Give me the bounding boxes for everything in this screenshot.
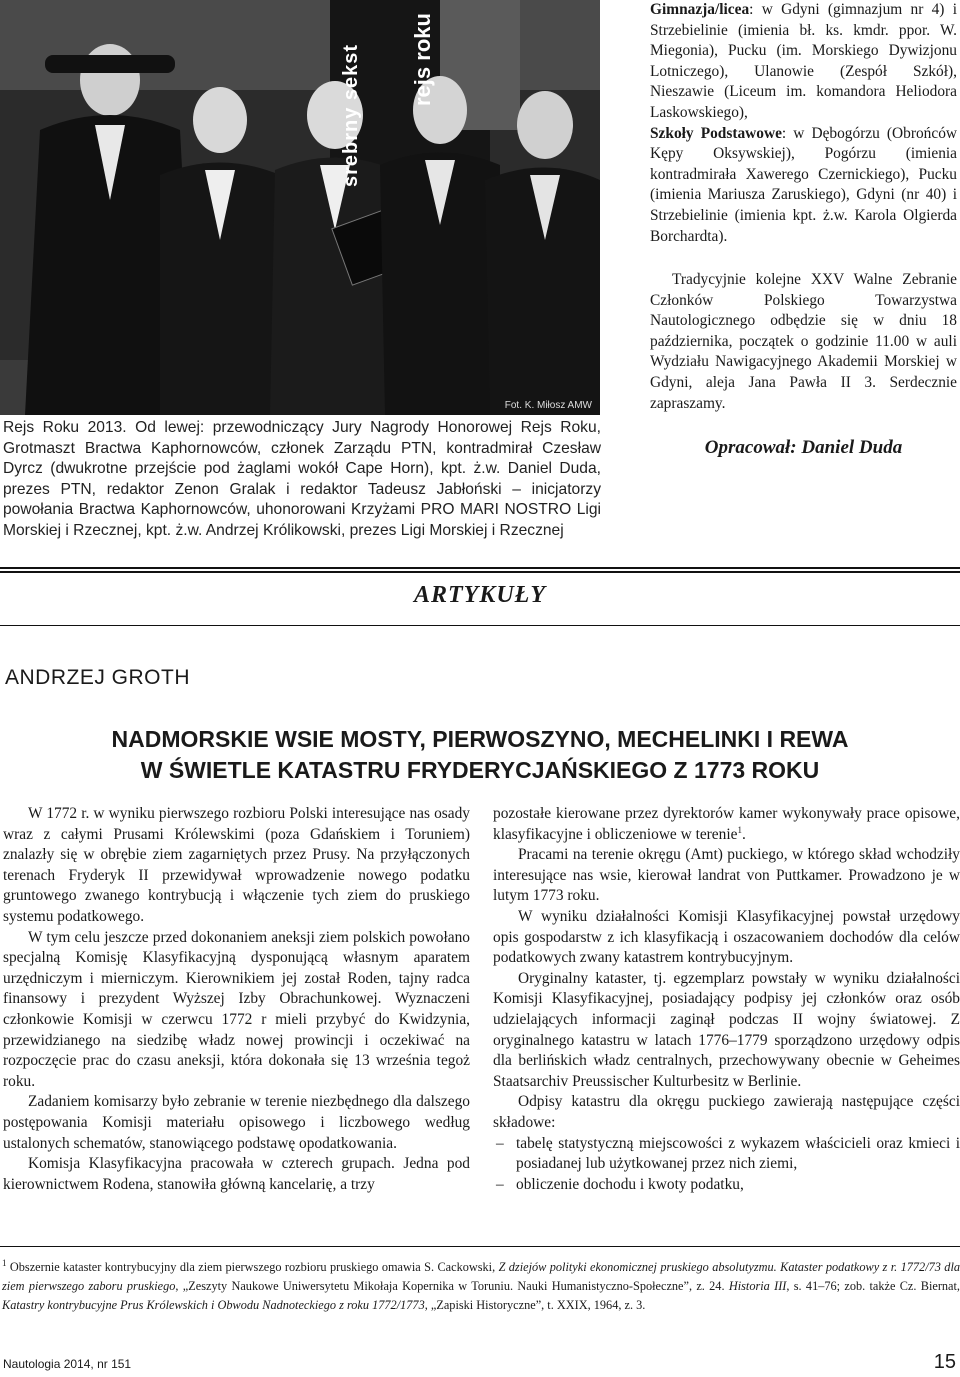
body-paragraph: W tym celu jeszcze przed dokonaniem aneksji ziem polskich powołano specjalną Komisję Klasyfikacyjną dysponującą własnym aparatem urzędniczym i mierniczym. Kierownikiem jej został Roden, tajny radca finansowy i prezydent Wyższej Izby Obrachunkowej. Wyznaczeni członkowie Komisji w czerwcu 1772 r mieli przybyć do Kwidzynia, przewidzianego na siedzibę władz nowej prowincji i oczekiwać na rozpoczęcie prac do czasu aneksji, która dokonała się 13 września tegoż roku.: [3, 928, 470, 1090]
gimnazja-text: : w Gdyni (gimnazjum nr 4) i Strzebielinie (imienia bł. ks. kmdr. ppor. W. Miegonia), Pucku (im. Morskiego Dywizjonu Lotniczego), Ulanowie (Zespół Szkół), Nieszawie (Liceum im. komandora Heliodora Laskowskiego),: [650, 1, 957, 121]
footnote-text: Obszernie kataster kontrybucyjny dla ziem pierwszego rozbioru pruskiego omawia S. Cackowski,: [6, 1260, 499, 1274]
body-paragraph: Komisja Klasyfikacyjna pracowała w czterech grupach. Jedna pod kierownictwem Rodena, stanowiła główną kancelarię, a trzy: [3, 1155, 470, 1193]
school-list: [650, 0, 957, 247]
components-list: [493, 1134, 960, 1196]
article-author: ANDRZEJ GROTH: [5, 666, 190, 689]
body-paragraph: Oryginalny kataster, tj. egzemplarz powstały w wyniku działalności Komisji Klasyfikacyjnej, posiadający podpisy jej członków oraz osób udzielających informacji zaginął podczas II wojny światowej. Z oryginalnego katastru w latach 1776–1779 sporządzono urzędowy odpis dla berlińskich władz centralnych, przechowywany obecnie w Geheimes Staatsarchiv Preussischer Kulturbesitz w Berlinie.: [493, 969, 960, 1090]
page-number: 15: [933, 1351, 956, 1373]
body-paragraph: Pracami na terenie okręgu (Amt) puckiego, w którego skład wchodziły interesujące nas wsie, kierował landrat von Puttkamer. Prowadzono je w lutym 1773 roku.: [493, 846, 960, 905]
section-title: ARTYKUŁY: [414, 582, 546, 608]
szkoly-paragraph: [650, 124, 957, 248]
body-paragraph: W wyniku działalności Komisji Klasyfikacyjnej powstał urzędowy opis gospodarstw z ich klasyfikacją i oszacowaniem dochodów dla celów podatkowych zwany katastrem kontrybucyjnym.: [493, 907, 960, 967]
meeting-notice: Tradycyjnie kolejne XXV Walne Zebranie Członków Polskiego Towarzystwa Nautologicznego odbędzie się w dniu 18 października, początek o godzinie 11.00 w auli Wydziału Nawigacyjnego Akademii Morskiej w Gdyni, aleja Jana Pawła II 3. Serdecznie zapraszamy.: [650, 271, 957, 412]
list-item: [493, 1175, 960, 1196]
list-dash: –: [496, 1134, 504, 1152]
footnote-text: , s. 41–76; zob. także Cz. Biernat,: [786, 1279, 960, 1293]
section-rule-bottom: [0, 625, 960, 626]
footnote: [0, 1258, 960, 1315]
photo-illustration: [0, 0, 600, 415]
article-column-left: [3, 804, 470, 1195]
photo-caption: Rejs Roku 2013. Od lewej: przewodniczący Jury Nagrody Honorowej Rejs Roku, Grotmaszt Bractwa Kaphornowców, członek Zarządu PTN, kontradmirał Czesław Dyrcz (dwukrotne przejście pod żaglami wokół Cape Horn), kpt. ż.w. Daniel Duda, prezes PTN, redaktor Zenon Gralak i redaktor Tadeusz Jabłoński – inicjatorzy powołania Bractwa Kaphornowców, uhonorowani Krzyżami PRO MARI NOSTRO Ligi Morskiej i Rzecznej, kpt. ż.w. Andrzej Królikowski, prezes Ligi Morskiej i Rzecznej: [3, 419, 601, 539]
footnote-italic-title: Z dziejów polityki ekonomicznej pruskiego absolutyzmu. Kataster podatkowy z r. 1772/73 dla ziem pierwszego zaboru pruskiego: [2, 1260, 960, 1293]
section-double-rule: [0, 567, 960, 573]
body-paragraph: Odpisy katastru dla okręgu puckiego zawierają następujące części składowe:: [493, 1093, 960, 1131]
group-photo: [0, 0, 600, 415]
footnote-reference[interactable]: 1: [737, 824, 742, 835]
footnote-italic-title: Katastry kontrybucyjne Prus Królewskich i Obwodu Nadnoteckiego z roku 1772/1773: [2, 1298, 425, 1312]
footnote-italic-title: Historia III: [728, 1279, 787, 1293]
list-item-text: obliczenie dochodu i kwoty podatku,: [516, 1175, 744, 1193]
szkoly-text: : w Dębogórzu (Obrońców Kępy Oksywskiej), Pogórzu (imienia kontradmirała Xawerego Czernickiego), Pucku (imienia Mariusza Zaruskiego), Gdyni (nr 40) i Strzebielinie (imienia kpt. ż.w. Karola Olgierda Borchardta).: [650, 124, 958, 245]
photo-banner-text: srebrny sekst: [340, 43, 362, 187]
photo-banner-text-2: rejs roku: [410, 13, 435, 107]
list-dash: –: [496, 1175, 504, 1193]
body-paragraph: Zadaniem komisarzy było zebranie w terenie niezbędnego dla dalszego postępowania Komisji materiału opisowego i liczbowego według ustalonych schematów, stanowiącego podstawę opodatkowania.: [3, 1093, 470, 1152]
compiled-by-credit: Opracował: Daniel Duda: [704, 437, 903, 458]
szkoly-label: Szkoły Podstawowe: [650, 124, 782, 142]
gimnazja-paragraph: [650, 0, 957, 124]
body-paragraph: [493, 804, 960, 845]
footnote-rule: [0, 1246, 960, 1247]
body-text: pozostałe kierowane przez dyrektorów kamer wykonywały prace opisowe, klasyfikacyjne i obliczeniowe w terenie: [493, 805, 960, 843]
footnote-number: 1: [2, 1257, 7, 1268]
journal-footer: Nautologia 2014, nr 151: [3, 1357, 132, 1371]
gimnazja-label: Gimnazja/licea: [650, 1, 750, 18]
body-paragraph: W 1772 r. w wyniku pierwszego rozbioru Polski interesujące nas osady wraz z całymi Prusami Królewskimi (poza Gdańskiem i Toruniem) znalazły się w obrębie ziem zagarniętych przez Prusy. Na przyłączonych terenach Fryderyk II przewidywał wprowadzenie nowego podatku gruntowego zwanego kontrybucją i włączenie tych ziem do pruskiego systemu podatkowego.: [3, 805, 470, 925]
article-title: [0, 724, 960, 786]
list-item-text: tabelę statystyczną miejscowości z wykazem właścicieli oraz kmieci i posiadanej lub użytkowanej przez nich ziemi,: [516, 1134, 960, 1173]
footnote-text: , „Zeszyty Naukowe Uniwersytetu Mikołaja Kopernika w Toruniu. Nauki Humanistyczno-Społeczne”, z. 24.: [175, 1279, 729, 1293]
article-title-line-2: W ŚWIETLE KATASTRU FRYDERYCJAŃSKIEGO Z 1773 ROKU: [140, 757, 820, 783]
article-title-line-1: NADMORSKIE WSIE MOSTY, PIERWOSZYNO, MECHELINKI I REWA: [111, 726, 849, 752]
list-item: [493, 1134, 960, 1175]
footnote-text: , „Zapiski Historyczne”, t. XXIX, 1964, z. 3.: [424, 1298, 646, 1312]
body-text-end: .: [741, 825, 746, 843]
photo-credit: Fot. K. Miłosz AMW: [504, 400, 592, 411]
article-column-right: [493, 804, 960, 1195]
